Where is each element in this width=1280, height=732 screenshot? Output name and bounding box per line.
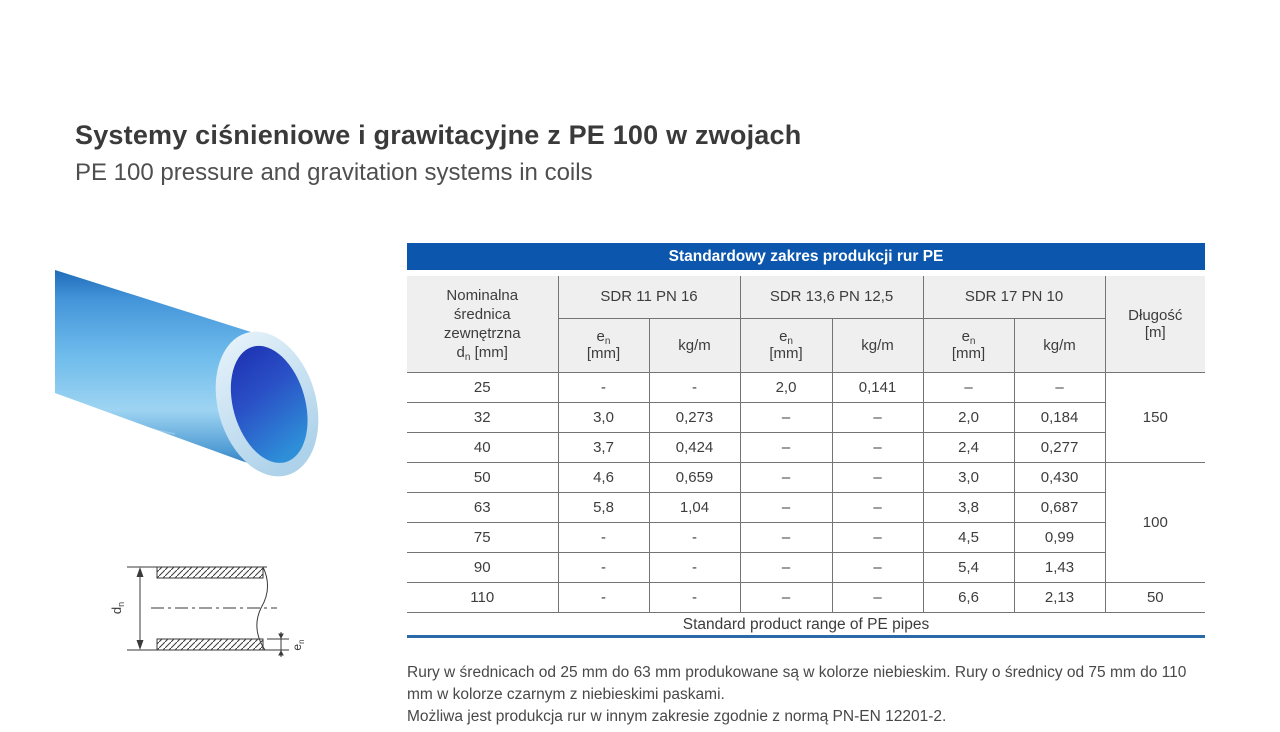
cell-dn: 90 bbox=[407, 552, 558, 582]
table-title-bar: Standardowy zakres produkcji rur PE bbox=[407, 243, 1205, 270]
header-en-sdr11: $e_n$ [mm] bbox=[558, 318, 649, 372]
dimension-label-dn: $d_n$ bbox=[109, 601, 126, 615]
cell-sdr17_kg: 1,43 bbox=[1014, 552, 1105, 582]
header-en-sdr17: $e_n$ [mm] bbox=[923, 318, 1014, 372]
notes-block bbox=[407, 662, 1213, 728]
cell-sdr11_kg: - bbox=[649, 522, 740, 552]
cell-dn: 63 bbox=[407, 492, 558, 522]
page-title: Systemy ciśnieniowe i grawitacyjne z PE 100 w zwojach bbox=[75, 120, 802, 150]
header-line: zewnętrzna bbox=[443, 324, 521, 342]
cell-sdr17_kg: 0,277 bbox=[1014, 432, 1105, 462]
cell-sdr11_kg: 1,04 bbox=[649, 492, 740, 522]
dimension-dn bbox=[109, 567, 144, 650]
header-kgm-sdr136: kg/m bbox=[832, 318, 923, 372]
cell-sdr17_e: 2,4 bbox=[923, 432, 1014, 462]
cell-length: 100 bbox=[1105, 462, 1205, 582]
cell-sdr11_e: 3,7 bbox=[558, 432, 649, 462]
cell-sdr136_e: – bbox=[740, 522, 832, 552]
note-standard: Możliwa jest produkcja rur w innym zakresie zgodnie z normą PN-EN 12201-2. bbox=[407, 708, 947, 725]
cell-dn: 25 bbox=[407, 372, 558, 402]
table-row bbox=[407, 552, 1205, 582]
header-line: [m] bbox=[1144, 323, 1166, 341]
header-nominal-diameter bbox=[407, 276, 558, 372]
header-kgm-sdr11: kg/m bbox=[649, 318, 740, 372]
header-line: Nominalna bbox=[446, 286, 519, 304]
cell-sdr17_kg: 0,184 bbox=[1014, 402, 1105, 432]
cell-dn: 110 bbox=[407, 582, 558, 612]
header-kgm-sdr17: kg/m bbox=[1014, 318, 1105, 372]
technical-drawing bbox=[105, 540, 320, 665]
cell-sdr11_e: - bbox=[558, 552, 649, 582]
cell-sdr17_e: 6,6 bbox=[923, 582, 1014, 612]
pipe-wall-top bbox=[157, 567, 263, 578]
product-table bbox=[407, 276, 1205, 613]
cell-sdr17_e: 5,4 bbox=[923, 552, 1014, 582]
dimension-label-en: $e_n$ bbox=[290, 639, 306, 651]
cell-sdr17_e: 4,5 bbox=[923, 522, 1014, 552]
cell-sdr136_e: 2,0 bbox=[740, 372, 832, 402]
cell-sdr11_e: 5,8 bbox=[558, 492, 649, 522]
cell-sdr136_kg: – bbox=[832, 462, 923, 492]
pipe-photo bbox=[55, 248, 395, 488]
cell-sdr17_kg: 0,687 bbox=[1014, 492, 1105, 522]
cell-sdr17_kg: 2,13 bbox=[1014, 582, 1105, 612]
table-row bbox=[407, 432, 1205, 462]
dimension-en bbox=[267, 632, 306, 657]
cell-sdr17_e: – bbox=[923, 372, 1014, 402]
cell-dn: 40 bbox=[407, 432, 558, 462]
cell-sdr11_kg: 0,424 bbox=[649, 432, 740, 462]
cell-sdr17_e: 3,0 bbox=[923, 462, 1014, 492]
pipe-wall-bottom bbox=[157, 639, 263, 650]
header-line: Długość bbox=[1128, 306, 1183, 324]
table-row bbox=[407, 372, 1205, 402]
cell-sdr11_e: - bbox=[558, 372, 649, 402]
cell-sdr11_e: 4,6 bbox=[558, 462, 649, 492]
table-row bbox=[407, 582, 1205, 612]
table-row bbox=[407, 462, 1205, 492]
cell-sdr11_e: - bbox=[558, 582, 649, 612]
cell-sdr136_kg: 0,141 bbox=[832, 372, 923, 402]
cell-sdr136_e: – bbox=[740, 492, 832, 522]
cell-length: 150 bbox=[1105, 372, 1205, 462]
cell-length: 50 bbox=[1105, 582, 1205, 612]
cell-sdr17_e: 2,0 bbox=[923, 402, 1014, 432]
cell-sdr136_kg: – bbox=[832, 582, 923, 612]
header-length bbox=[1105, 276, 1205, 372]
table-footer: Standard product range of PE pipes bbox=[407, 613, 1205, 638]
cell-sdr136_kg: – bbox=[832, 402, 923, 432]
cell-sdr11_kg: 0,659 bbox=[649, 462, 740, 492]
cell-sdr17_e: 3,8 bbox=[923, 492, 1014, 522]
table-body bbox=[407, 372, 1205, 612]
cell-sdr136_e: – bbox=[740, 462, 832, 492]
note-colors: Rury w średnicach od 25 mm do 63 mm produkowane są w kolorze niebieskim. Rury o średnicy od 75 mm do 110 mm w kolorze czarnym z niebieskimi paskami. bbox=[407, 664, 1187, 703]
table-row bbox=[407, 522, 1205, 552]
cell-sdr136_e: – bbox=[740, 402, 832, 432]
cell-dn: 32 bbox=[407, 402, 558, 432]
table-row bbox=[407, 492, 1205, 522]
cell-sdr11_e: - bbox=[558, 522, 649, 552]
cell-sdr11_kg: - bbox=[649, 552, 740, 582]
cell-sdr17_kg: 0,99 bbox=[1014, 522, 1105, 552]
cell-sdr136_kg: – bbox=[832, 552, 923, 582]
cell-sdr136_kg: – bbox=[832, 522, 923, 552]
header-group-sdr17: SDR 17 PN 10 bbox=[923, 276, 1105, 318]
cell-sdr11_kg: - bbox=[649, 582, 740, 612]
header-group-sdr136: SDR 13,6 PN 12,5 bbox=[740, 276, 923, 318]
header-group-sdr11: SDR 11 PN 16 bbox=[558, 276, 740, 318]
cell-sdr136_kg: – bbox=[832, 432, 923, 462]
table-head bbox=[407, 276, 1205, 372]
table-row bbox=[407, 402, 1205, 432]
header-line: średnica bbox=[453, 305, 511, 323]
cell-sdr11_kg: - bbox=[649, 372, 740, 402]
cell-dn: 75 bbox=[407, 522, 558, 552]
cell-sdr136_e: – bbox=[740, 582, 832, 612]
cell-dn: 50 bbox=[407, 462, 558, 492]
header-dn-symbol: $d_n$ [mm] bbox=[456, 343, 508, 363]
cell-sdr11_e: 3,0 bbox=[558, 402, 649, 432]
product-table-block bbox=[407, 243, 1205, 638]
cell-sdr136_e: – bbox=[740, 552, 832, 582]
header-en-sdr136: $e_n$ [mm] bbox=[740, 318, 832, 372]
page-subtitle: PE 100 pressure and gravitation systems in coils bbox=[75, 159, 593, 186]
cell-sdr136_kg: – bbox=[832, 492, 923, 522]
cell-sdr17_kg: 0,430 bbox=[1014, 462, 1105, 492]
cell-sdr17_kg: – bbox=[1014, 372, 1105, 402]
cell-sdr11_kg: 0,273 bbox=[649, 402, 740, 432]
cell-sdr136_e: – bbox=[740, 432, 832, 462]
